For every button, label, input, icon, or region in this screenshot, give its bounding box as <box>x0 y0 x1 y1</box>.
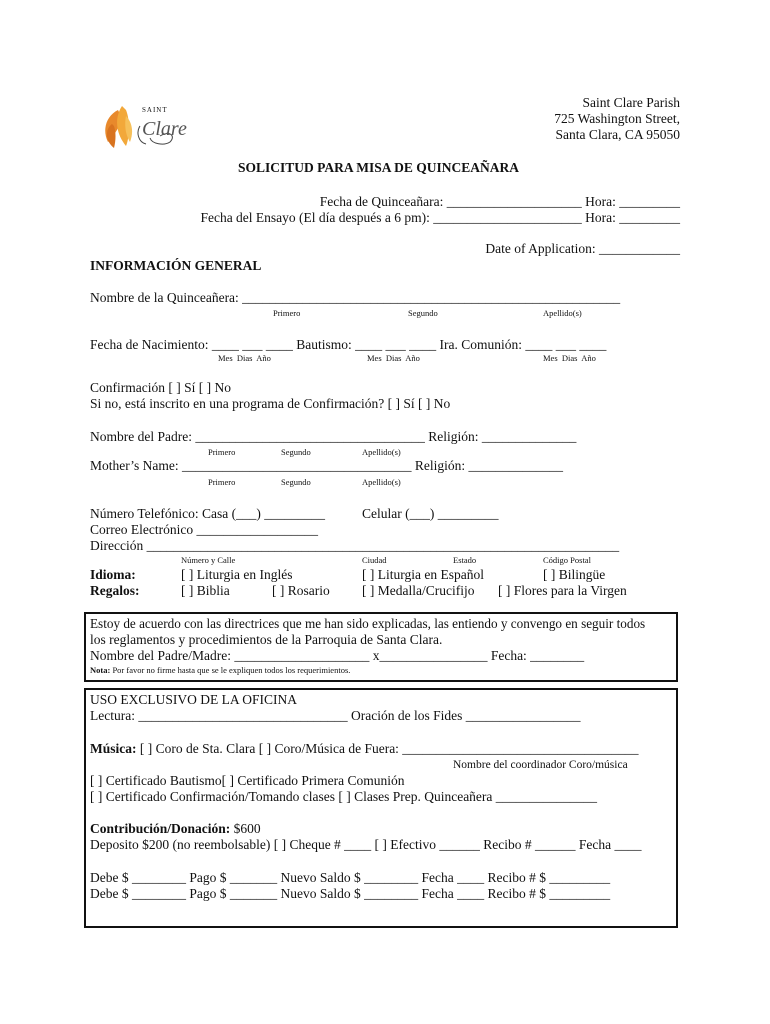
gift-flowers-option[interactable]: [ ] Flores para la Virgen <box>498 583 627 598</box>
parish-street: 725 Washington Street, <box>554 111 680 126</box>
city-label: Ciudad <box>362 555 387 565</box>
contribution-line <box>90 821 261 837</box>
certificate-line-1[interactable]: [ ] Certificado Bautismo[ ] Certificado Primera Comunión <box>90 773 405 788</box>
gifts-label: Regalos: <box>90 583 140 598</box>
birth-date-format: Mes Dias Año <box>218 353 271 363</box>
certificate-line-2[interactable]: [ ] Certificado Confirmación/Tomando clases [ ] Clases Prep. Quinceañera _______________ <box>90 789 598 804</box>
balance-line-2[interactable]: Debe $ ________ Pago $ _______ Nuevo Saldo $ ________ Fecha ____ Recibo # $ _________ <box>90 886 611 901</box>
baptism-date-format: Mes Dias Año <box>367 353 420 363</box>
parish-city: Santa Clara, CA 95050 <box>555 127 680 142</box>
language-english-option[interactable]: [ ] Liturgia en Inglés <box>181 567 293 582</box>
language-spanish-option[interactable]: [ ] Liturgia en Español <box>362 567 484 582</box>
father-last-label: Apellido(s) <box>362 447 401 457</box>
father-second-label: Segundo <box>281 447 311 457</box>
communion-date-format: Mes Dias Año <box>543 353 596 363</box>
father-name-line[interactable]: Nombre del Padre: __________________________________ Religión: ______________ <box>90 429 577 444</box>
music-options[interactable]: [ ] Coro de Sta. Clara [ ] Coro/Música de Fuera: ___________________________________ <box>136 741 639 756</box>
page-title: SOLICITUD PARA MISA DE QUINCEAÑARA <box>238 160 520 175</box>
email-line[interactable]: Correo Electrónico __________________ <box>90 522 318 537</box>
agreement-text-2: los reglamentos y procedimientos de la Parroquia de Santa Clara. <box>90 632 443 647</box>
music-line[interactable] <box>90 741 639 757</box>
mother-name-line[interactable]: Mother’s Name: __________________________________ Religión: ______________ <box>90 458 563 473</box>
logo-clare-text: Clare <box>142 118 187 140</box>
note-text: Por favor no firme hasta que se le expliquen todos los requerimientos. <box>110 665 351 675</box>
quince-date-line[interactable]: Fecha de Quinceañara: ____________________ Hora: _________ <box>319 194 680 209</box>
zip-label: Código Postal <box>543 555 591 565</box>
mother-second-label: Segundo <box>281 477 311 487</box>
gift-bible-option[interactable]: [ ] Biblia <box>181 583 230 598</box>
state-label: Estado <box>453 555 477 565</box>
confirmation-enrolled-line[interactable]: Si no, está inscrito en una programa de Confirmación? [ ] Sí [ ] No <box>90 396 451 411</box>
contribution-label: Contribución/Donación: <box>90 821 231 836</box>
parish-logo <box>100 96 186 156</box>
coordinator-label: Nombre del coordinador Coro/música <box>453 759 628 771</box>
father-first-label: Primero <box>208 447 236 457</box>
parish-name: Saint Clare Parish <box>582 95 680 110</box>
agreement-text-1: Estoy de acuerdo con las directrices que me han sido explicadas, las entiendo y convengo en seguir todos <box>90 616 646 631</box>
reading-line[interactable]: Lectura: _______________________________ Oración de los Fides _________________ <box>90 708 581 723</box>
street-label: Número y Calle <box>181 555 236 565</box>
contribution-amount: $600 <box>230 821 261 836</box>
logo-saint-text: SAINT <box>142 106 168 114</box>
second-name-label: Segundo <box>408 308 438 318</box>
quinceanera-name-line[interactable]: Nombre de la Quinceañera: ________________________________________________________ <box>90 290 621 305</box>
deposit-line[interactable]: Deposito $200 (no reembolsable) [ ] Cheque # ____ [ ] Efectivo ______ Recibo # ______ Fecha ____ <box>90 837 642 852</box>
balance-line-1[interactable]: Debe $ ________ Pago $ _______ Nuevo Saldo $ ________ Fecha ____ Recibo # $ _________ <box>90 870 611 885</box>
general-info-heading: INFORMACIÓN GENERAL <box>90 258 262 273</box>
parent-signature-line[interactable]: Nombre del Padre/Madre: ____________________ x________________ Fecha: ________ <box>90 648 585 663</box>
first-name-label: Primero <box>273 308 301 318</box>
application-date-line[interactable]: Date of Application: ____________ <box>485 241 680 256</box>
cell-phone-line[interactable]: Celular (___) _________ <box>362 506 499 521</box>
gift-rosary-option[interactable]: [ ] Rosario <box>272 583 330 598</box>
agreement-note <box>90 665 350 675</box>
home-phone-line[interactable]: Número Telefónico: Casa (___) _________ <box>90 506 326 521</box>
music-label: Música: <box>90 741 137 756</box>
last-name-label: Apellido(s) <box>543 308 582 318</box>
mother-last-label: Apellido(s) <box>362 477 401 487</box>
language-bilingual-option[interactable]: [ ] Bilingüe <box>543 567 606 582</box>
birth-dates-line[interactable]: Fecha de Nacimiento: ____ ___ ____ Bautismo: ____ ___ ____ Ira. Comunión: ____ ___ ____ <box>90 337 607 352</box>
rehearsal-date-line[interactable]: Fecha del Ensayo (El día después a 6 pm): ______________________ Hora: _________ <box>200 210 680 225</box>
note-label: Nota: <box>90 665 111 675</box>
address-line[interactable]: Dirección ______________________________________________________________________ <box>90 538 620 553</box>
language-label: Idioma: <box>90 567 136 582</box>
confirmation-line[interactable]: Confirmación [ ] Sí [ ] No <box>90 380 231 395</box>
office-heading: USO EXCLUSIVO DE LA OFICINA <box>90 692 298 707</box>
gift-medal-option[interactable]: [ ] Medalla/Crucifijo <box>362 583 475 598</box>
mother-first-label: Primero <box>208 477 236 487</box>
